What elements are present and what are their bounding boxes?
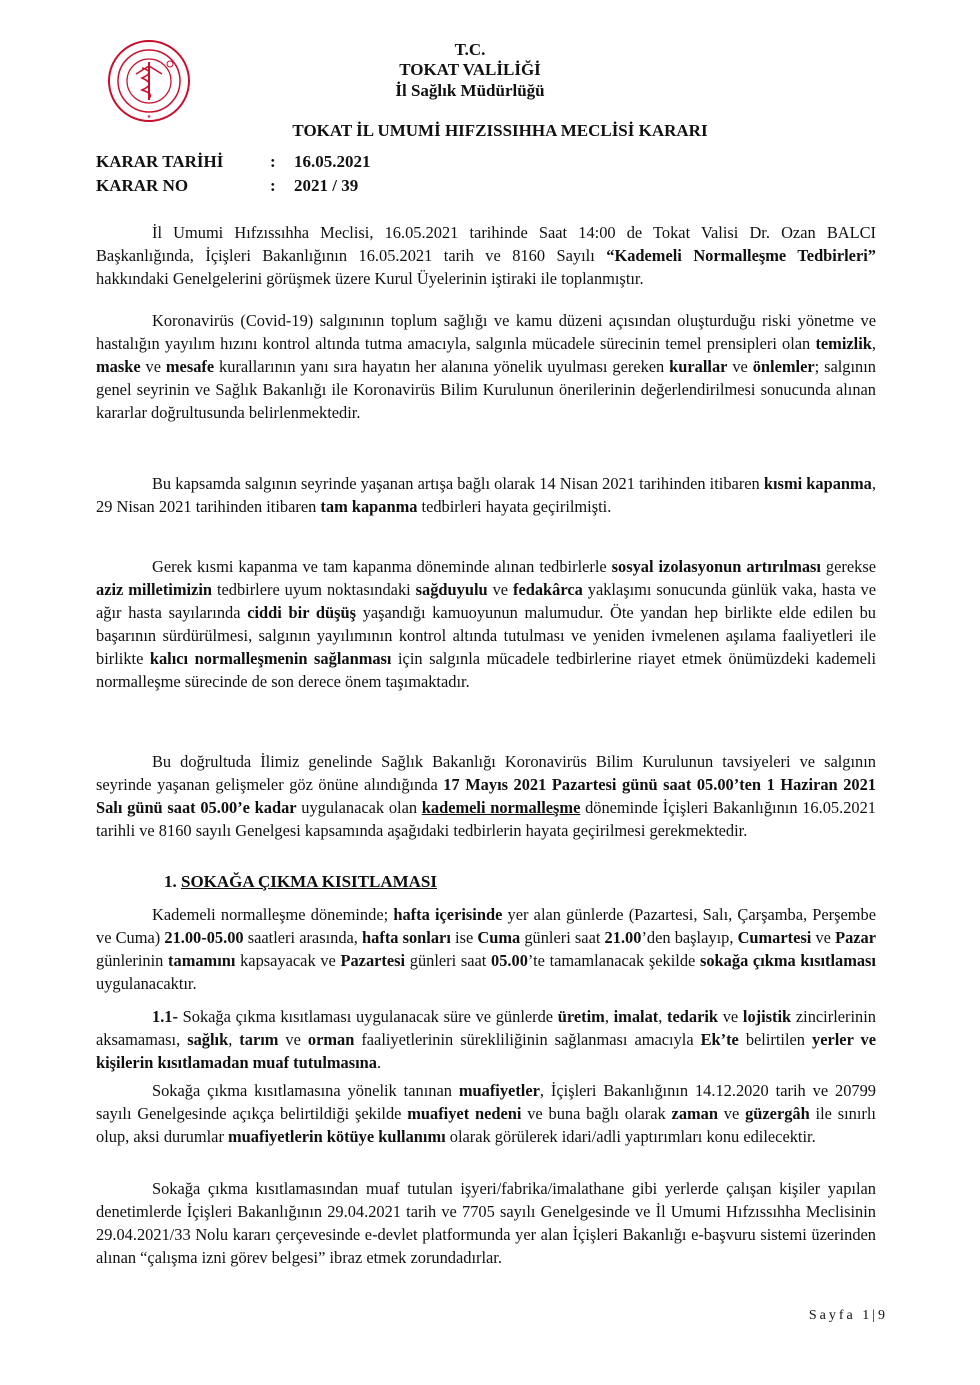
paragraph-exemptions-1-1: 1.1- Sokağa çıkma kısıtlaması uygulanacak süre ve günlerde üretim, imalat, tedarik ve lojistik zincirlerinin aksamaması, sağlık, tarım ve orman faaliyetlerinin sürekliliğinin sağlanması amacıyla Ek’te belirtilen yerler ve kişilerin kısıtlamadan muaf tutulmasına. — [96, 1007, 877, 1072]
decision-date-value: 16.05.2021 — [294, 152, 371, 171]
separator: : — [270, 176, 276, 195]
paragraph-covid-measures: Koronavirüs (Covid-19) salgınının toplum sağlığı ve kamu düzeni açısından oluşturduğu riski yönetme ve hastalığın yayılım hızını kontrol altında tutma amacıyla, salgınla mücadele sürecinin temel prensipleri olan temizlik, maske ve mesafe kurallarının yanı sıra hayatın her alanına yönelik uyulması gereken kurallar ve önlemler; salgının genel seyrinin ve Sağlık Bakanlığı ile Koronavirüs Bilim Kurulunun önerilerinin değerlendirilmesi sonucunda alınan kararlar doğrultusunda belirlenmektedir. — [96, 311, 876, 422]
paragraph-normalization: Gerek kısmi kapanma ve tam kapanma döneminde alınan tedbirlerle sosyal izolasyonun artırılması gerekse aziz milletimizin tedbirlere uyum noktasındaki sağduyulu ve fedakârca yaklaşımı sonucunda günlük vaka, hasta ve ağır hasta sayılarında ciddi bir düşüş yaşandığı kamuoyunun malumudur. Öte yandan hep birlikte elde edilen bu başarının sürdürülmesi, salgının yayılımının kontrol altında tutulması ve yeniden ivmelenen aşılama faaliyetleri ile birlikte kalıcı normalleşmenin sağlanması için salgınla mücadele tedbirlerine riayet etmek önümüzdeki kademeli normalleşme sürecinde de son derece önem taşımaktadır. — [96, 557, 877, 691]
paragraph-curfew-hours: Kademeli normalleşme döneminde; hafta içerisinde yer alan günlerde (Pazartesi, Salı, Çarşamba, Perşembe ve Cuma) 21.00-05.00 saatleri arasında, hafta sonları ise Cuma günleri saat 21.00’den başlayıp, Cumartesi ve Pazar günlerinin tamamını kapsayacak ve Pazartesi günleri saat 05.00’te tamamlanacak şekilde sokağa çıkma kısıtlaması uygulanacaktır. — [96, 905, 877, 993]
decision-date-row — [96, 152, 371, 172]
decision-number-label: KARAR NO — [96, 176, 189, 195]
page-number: Sayfa 1|9 — [808, 1308, 888, 1323]
header-governorship: TOKAT VALİLİĞİ — [399, 60, 541, 79]
svg-text:★: ★ — [146, 114, 152, 120]
paragraph-meeting: İl Umumi Hıfzıssıhha Meclisi, 16.05.2021 tarihinde Saat 14:00 de Tokat Valisi Dr. Ozan BALCI Başkanlığında, İçişleri Bakanlığının 16.05.2021 tarih ve 8160 Sayılı “Kademeli Normalleşme Tedbirleri” hakkındaki Genelgelerini görüşmek üzere Kurul Üyelerinin iştiraki ile toplanmıştır. — [96, 223, 876, 288]
decision-number-row — [96, 176, 358, 196]
paragraph-work-permit: Sokağa çıkma kısıtlamasından muaf tutulan işyeri/fabrika/imalathane gibi yerlerde çalışan kişiler yapılan denetimlerde İçişleri Bakanlığının 29.04.2021 tarih ve 7705 sayılı Genelgesinde ve İl Umumi Hıfzıssıhha Meclisinin 29.04.2021/33 Nolu kararı çerçevesinde e-devlet platformunda yer alan İçişleri Bakanlığı e-başvuru sistemi üzerinden alınan “çalışma izni görev belgesi” ibraz etmek zorundadırlar. — [96, 1179, 876, 1267]
document-title: TOKAT İL UMUMİ HIFZISSIHHA MECLİSİ KARARI — [292, 121, 708, 140]
decision-number-value: 2021 / 39 — [294, 176, 359, 195]
paragraph-lockdown-history: Bu kapsamda salgının seyrinde yaşanan artışa bağlı olarak 14 Nisan 2021 tarihinden itibaren kısmi kapanma, 29 Nisan 2021 tarihinden itibaren tam kapanma tedbirleri hayata geçirilmişti. — [96, 474, 876, 516]
paragraph-exemption-rules: Sokağa çıkma kısıtlamasına yönelik tanınan muafiyetler, İçişleri Bakanlığının 14.12.2020 tarih ve 20799 sayılı Genelgesinde açıkça belirtildiği şekilde muafiyet nedeni ve buna bağlı olarak zaman ve güzergâh ile sınırlı olup, aksi durumlar muafiyetlerin kötüye kullanımı olarak görülerek idari/adli yaptırımları konu edilecektir. — [96, 1081, 877, 1146]
header-tc: T.C. — [454, 40, 486, 59]
ministry-emblem-icon — [106, 38, 192, 124]
decision-date-label: KARAR TARİHİ — [96, 152, 224, 171]
separator: : — [270, 152, 276, 171]
section-heading-curfew: 1. SOKAĞA ÇIKMA KISITLAMASI — [164, 872, 437, 891]
header-directorate: İl Sağlık Müdürlüğü — [395, 81, 545, 100]
paragraph-decision-period: Bu doğrultuda İlimiz genelinde Sağlık Bakanlığı Koronavirüs Bilim Kurulunun tavsiyeleri ve salgının seyrinde yaşanan gelişmeler göz önüne alındığında 17 Mayıs 2021 Pazartesi günü saat 05.00’ten 1 Haziran 2021 Salı günü saat 05.00’e kadar uygulanacak olan kademeli normalleşme döneminde İçişleri Bakanlığının 16.05.2021 tarihli ve 8160 sayılı Genelgesi kapsamında aşağıdaki tedbirlerin hayata geçirilmesi gerekmektedir. — [96, 752, 876, 840]
